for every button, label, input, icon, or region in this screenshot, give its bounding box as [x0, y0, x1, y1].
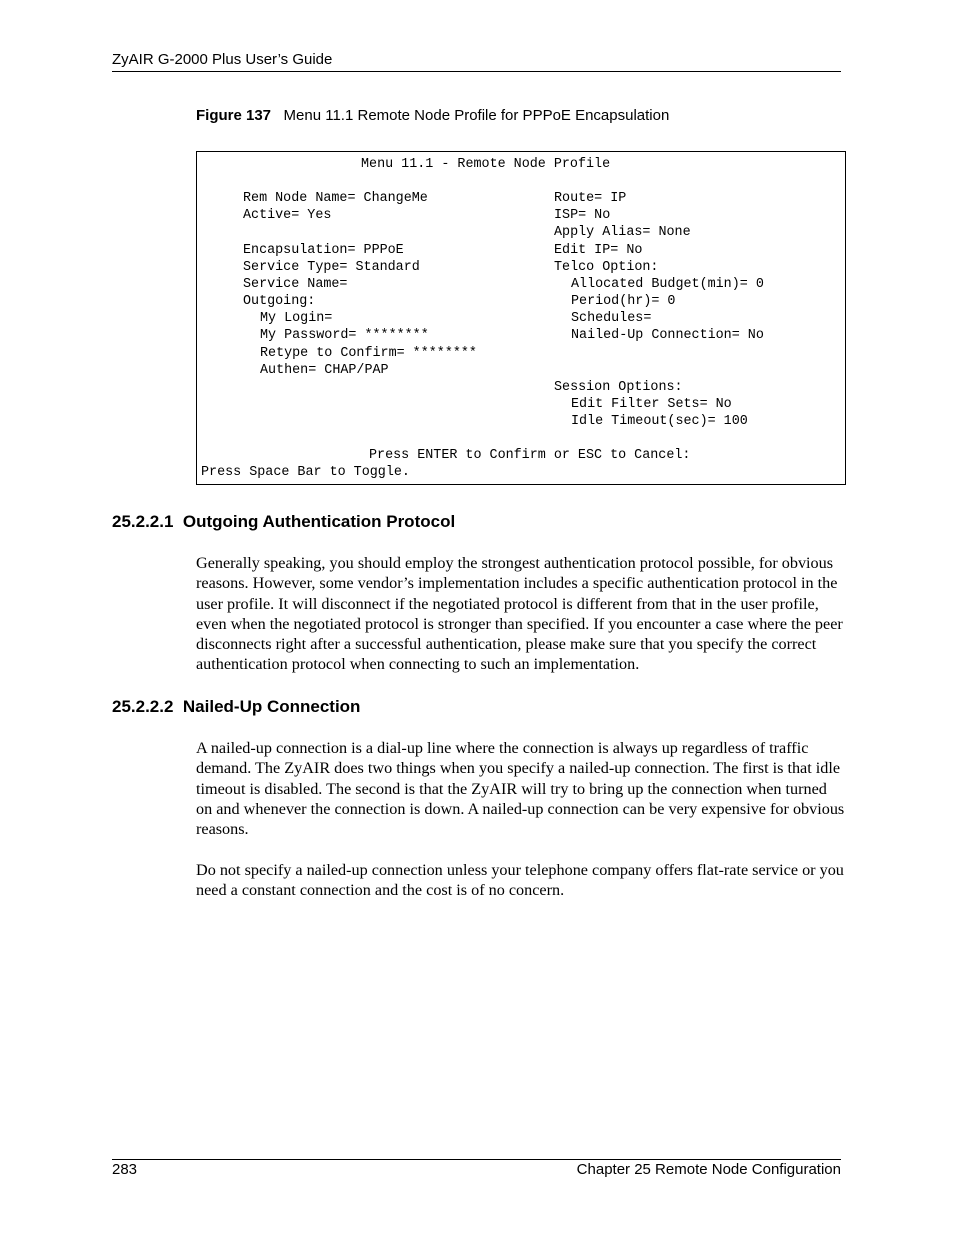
- paragraph-nailed-up-2: Do not specify a nailed-up connection unless your telephone company offers flat-rate service or you need a constant connection and the cost is of no concern.: [196, 861, 844, 900]
- paragraph-outgoing-auth: Generally speaking, you should employ the strongest authentication protocol possible, for obvious reasons. However, some vendor’s implementation includes a specific authentication protocol in the user profile. It will disconnect if the negotiated protocol is different from that in the user profile, even when the negotiated protocol is stronger than specified. If you encounter a case where the peer disconnects right after a successful authentication, please make sure that you specify the correct authentication protocol when connecting to such an implementation.: [196, 554, 843, 674]
- field-apply-alias: Apply Alias= None: [554, 225, 691, 240]
- field-nailed-up: Nailed-Up Connection= No: [571, 328, 764, 343]
- footer-divider: [112, 1159, 841, 1160]
- field-service-type: Service Type= Standard: [243, 260, 420, 275]
- paragraph-nailed-up-1: A nailed-up connection is a dial-up line where the connection is always up regardless of traffic demand. The ZyAIR does two things when you specify a nailed-up connection. The first is that idle timeout is disabled. The second is that the ZyAIR will try to bring up the connection when turned on and whenever the connection is down. A nailed-up connection can be very expensive for obvious reasons.: [196, 739, 845, 839]
- field-schedules: Schedules=: [571, 311, 652, 326]
- section-telco-option: Telco Option:: [554, 260, 659, 275]
- field-my-login: My Login=: [260, 311, 333, 326]
- figure-label: Figure 137: [196, 107, 272, 124]
- field-my-password: My Password= ********: [260, 328, 429, 343]
- field-edit-ip: Edit IP= No: [554, 243, 643, 258]
- section-heading-outgoing-auth: 25.2.2.1 Outgoing Authentication Protocol: [112, 512, 456, 531]
- field-edit-filter-sets: Edit Filter Sets= No: [571, 397, 732, 412]
- field-idle-timeout: Idle Timeout(sec)= 100: [571, 414, 748, 429]
- chapter-title: Chapter 25 Remote Node Configuration: [576, 1161, 841, 1178]
- field-retype-confirm: Retype to Confirm= ********: [260, 346, 477, 361]
- terminal-screen: [196, 151, 846, 485]
- field-authen: Authen= CHAP/PAP: [260, 363, 389, 378]
- figure-title: Menu 11.1 Remote Node Profile for PPPoE Encapsulation: [283, 107, 670, 124]
- section-outgoing: Outgoing:: [243, 294, 316, 309]
- field-allocated-budget: Allocated Budget(min)= 0: [571, 277, 764, 292]
- toggle-hint: Press Space Bar to Toggle.: [201, 465, 410, 480]
- confirm-prompt: Press ENTER to Confirm or ESC to Cancel:: [369, 448, 691, 463]
- page-number: 283: [112, 1161, 138, 1178]
- field-rem-node-name: Rem Node Name= ChangeMe: [243, 191, 428, 206]
- screen-title: Menu 11.1 - Remote Node Profile: [361, 157, 611, 172]
- header-divider: [112, 71, 841, 72]
- field-encapsulation: Encapsulation= PPPoE: [243, 243, 404, 258]
- field-period: Period(hr)= 0: [571, 294, 676, 309]
- figure-caption: [196, 107, 669, 124]
- field-service-name: Service Name=: [243, 277, 348, 292]
- running-header: ZyAIR G-2000 Plus User’s Guide: [112, 51, 333, 68]
- section-heading-nailed-up: 25.2.2.2 Nailed-Up Connection: [112, 697, 361, 716]
- field-route: Route= IP: [554, 191, 627, 206]
- field-active: Active= Yes: [243, 208, 332, 223]
- field-isp: ISP= No: [554, 208, 611, 223]
- section-session-options: Session Options:: [554, 380, 683, 395]
